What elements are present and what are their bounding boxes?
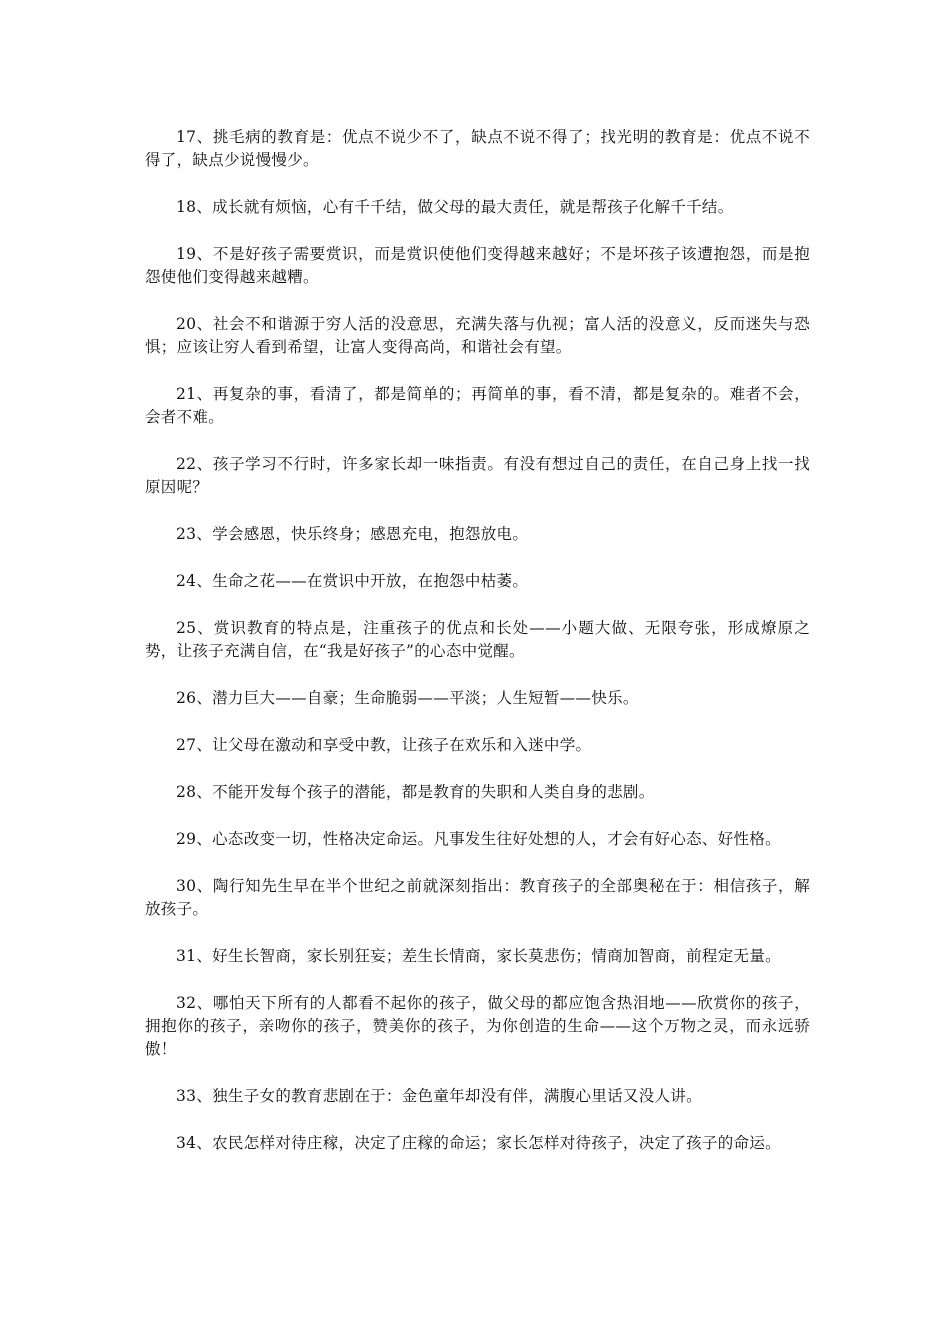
document-body [145,126,810,1179]
paragraph-20: 20、社会不和谐源于穷人活的没意思，充满失落与仇视；富人活的没意义，反而迷失与恐惧；应该让穷人看到希望，让富人变得高尚，和谐社会有望。 [145,315,810,356]
paragraph-22: 22、孩子学习不行时，许多家长却一味指责。有没有想过自己的责任，在自己身上找一找原因呢？ [145,455,810,496]
paragraph-26: 26、潜力巨大——自豪；生命脆弱——平淡；人生短暂——快乐。 [176,689,639,707]
paragraph-31: 31、好生长智商，家长别狂妄；差生长情商，家长莫悲伤；情商加智商，前程定无量。 [176,947,781,965]
paragraph-30: 30、陶行知先生早在半个世纪之前就深刻指出：教育孩子的全部奥秘在于：相信孩子，解放孩子。 [145,877,810,918]
paragraph-17: 17、挑毛病的教育是：优点不说少不了，缺点不说不得了；找光明的教育是：优点不说不得了，缺点少说慢慢少。 [145,128,810,169]
paragraph-19: 19、不是好孩子需要赏识，而是赏识使他们变得越来越好；不是坏孩子该遭抱怨，而是抱怨使他们变得越来越糟。 [145,245,810,286]
paragraph-29: 29、心态改变一切，性格决定命运。凡事发生往好处想的人，才会有好心态、好性格。 [176,830,781,848]
paragraph-18: 18、成长就有烦恼，心有千千结，做父母的最大责任，就是帮孩子化解千千结。 [176,198,734,216]
paragraph-32: 32、哪怕天下所有的人都看不起你的孩子，做父母的都应饱含热泪地——欣赏你的孩子，拥抱你的孩子，亲吻你的孩子，赞美你的孩子，为你创造的生命——这个万物之灵，而永远骄傲！ [145,994,810,1058]
paragraph-28: 28、不能开发每个孩子的潜能，都是教育的失职和人类自身的悲剧。 [176,783,655,801]
paragraph-24: 24、生命之花——在赏识中开放，在抱怨中枯萎。 [176,572,529,590]
paragraph-34: 34、农民怎样对待庄稼，决定了庄稼的命运；家长怎样对待孩子，决定了孩子的命运。 [176,1134,781,1152]
paragraph-27: 27、让父母在激动和享受中教，让孩子在欢乐和入迷中学。 [176,736,592,754]
paragraph-23: 23、学会感恩，快乐终身；感恩充电，抱怨放电。 [176,525,529,543]
paragraph-33: 33、独生子女的教育悲剧在于：金色童年却没有伴，满腹心里话又没人讲。 [176,1087,702,1105]
paragraph-25: 25、赏识教育的特点是，注重孩子的优点和长处——小题大做、无限夸张，形成燎原之势，让孩子充满自信，在“我是好孩子”的心态中觉醒。 [145,619,810,660]
paragraph-21: 21、再复杂的事，看清了，都是简单的；再简单的事，看不清，都是复杂的。难者不会，会者不难。 [145,385,810,426]
